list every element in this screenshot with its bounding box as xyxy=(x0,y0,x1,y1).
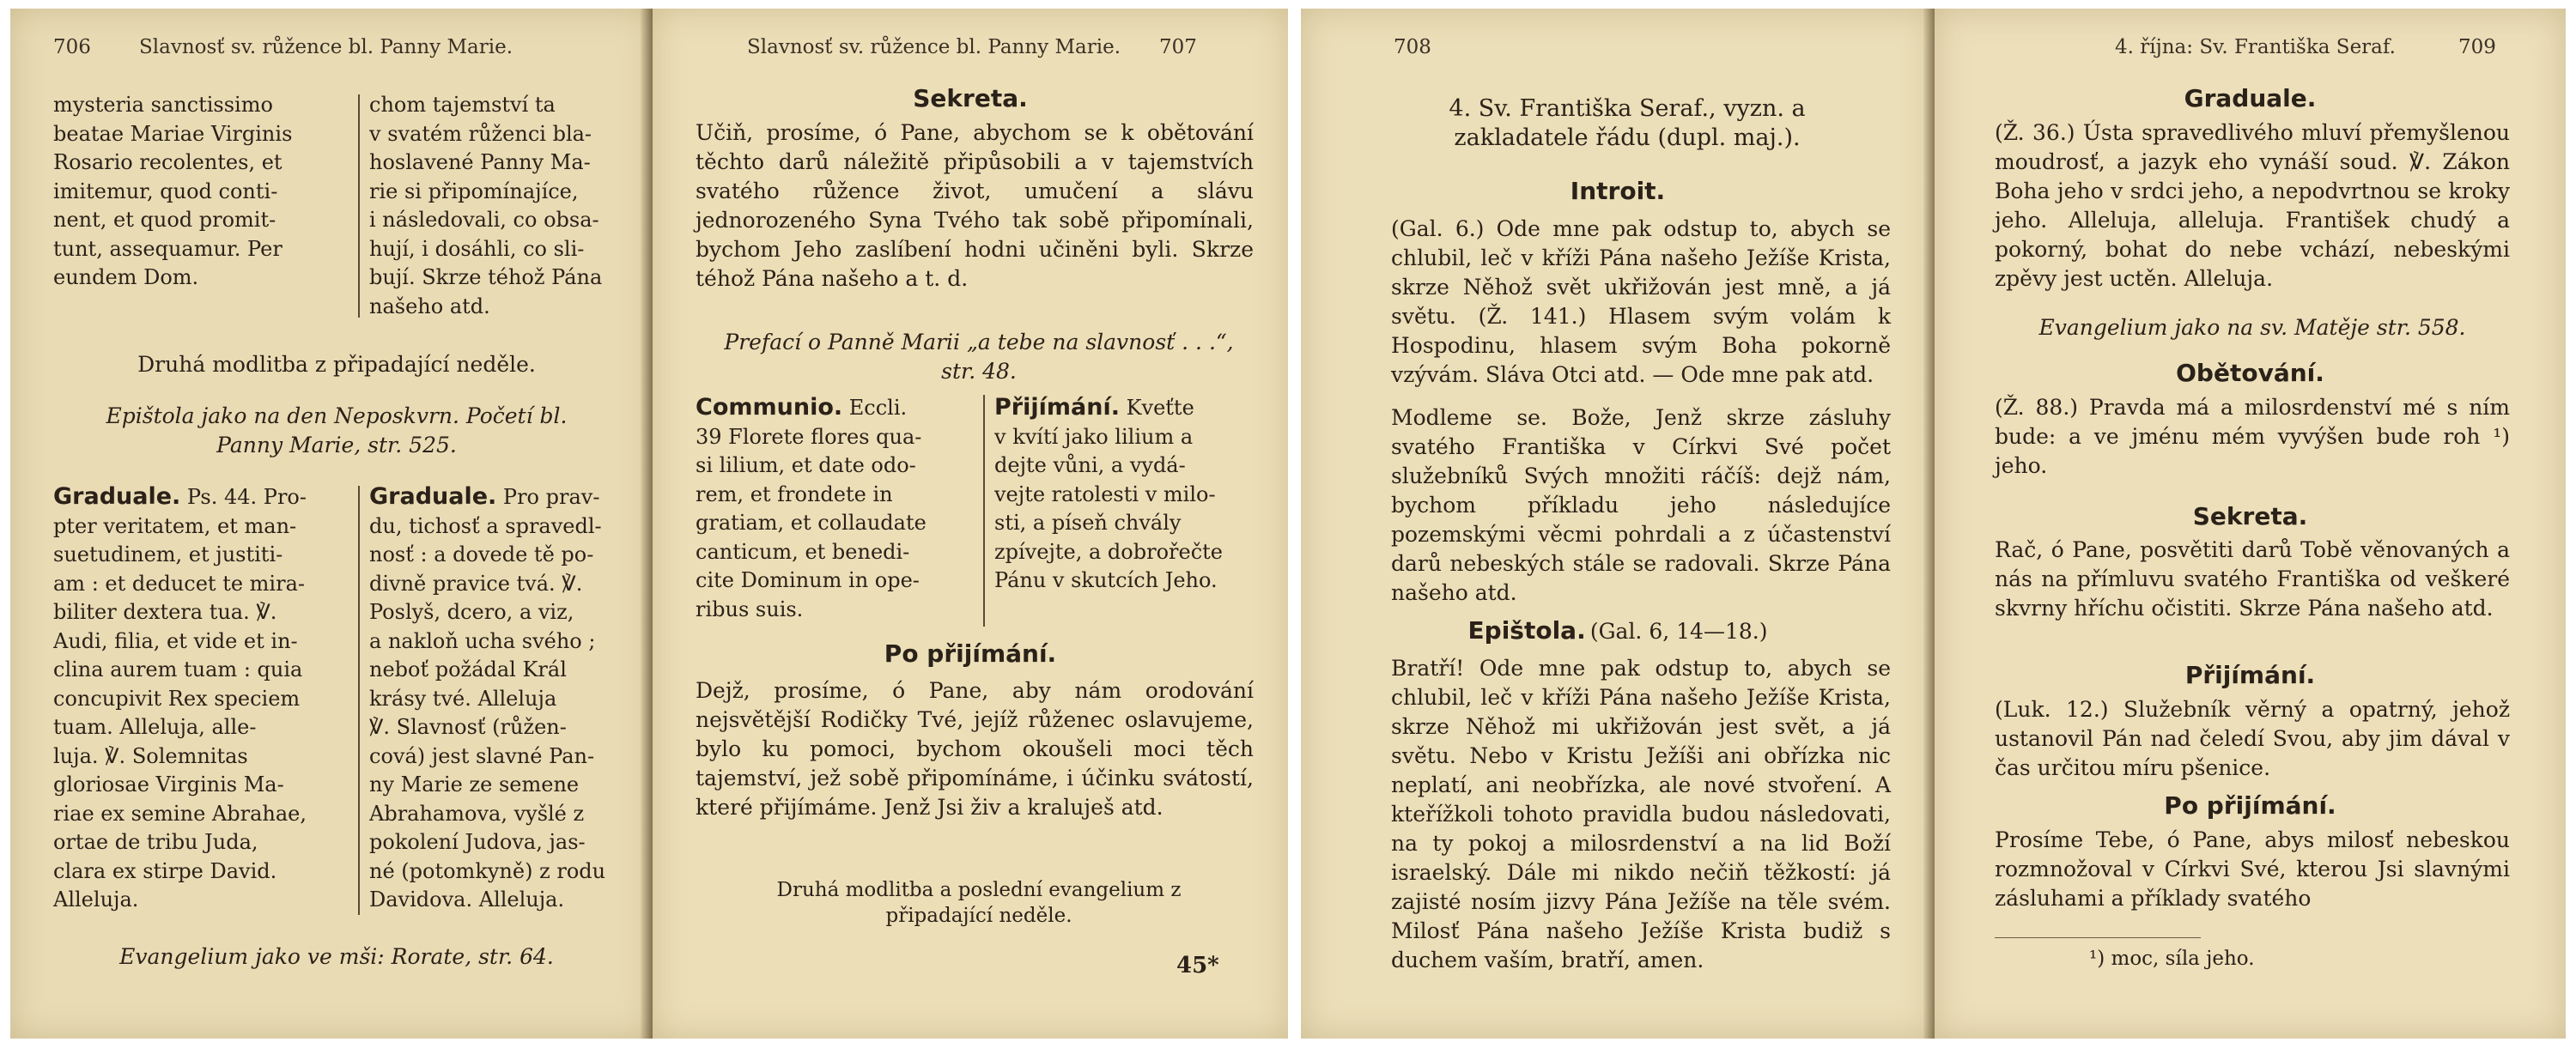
text-line: nosť : a dovede tě po- xyxy=(369,542,594,566)
prijimani-heading: Přijímání. xyxy=(2184,661,2316,689)
text-line: Ps. 44. Pro- xyxy=(180,485,307,509)
communio-latin xyxy=(696,393,979,624)
text-line: i následovali, co obsa- xyxy=(369,208,599,232)
text-line: divně pravice tvá. ℣. xyxy=(369,571,583,596)
text-line: ny Marie ze semene xyxy=(369,772,580,797)
preface-note: Prefací o Panně Marii „a tebe na slavnosť . . .“, str. 48. xyxy=(724,330,1234,384)
page-708 xyxy=(1301,9,1935,1039)
text-line: mysteria sanctissimo xyxy=(53,93,273,117)
text-line: Pánu v skutcích Jeho. xyxy=(994,568,1218,592)
text-line: eundem Dom. xyxy=(53,265,199,289)
page-707 xyxy=(653,9,1288,1039)
text-line: Poslyš, dcero, a viz, xyxy=(369,600,574,624)
text-line: nent, et quod promit- xyxy=(53,208,276,232)
column-divider xyxy=(358,486,360,915)
text-line: du, tichosť a spravedl- xyxy=(369,513,602,538)
text-line: imitemur, quod conti- xyxy=(53,179,278,203)
text-line: vejte ratolesti v milo- xyxy=(994,482,1216,506)
text-line: sti, a píseň chvály xyxy=(994,511,1182,535)
text-line: bují. Skrze téhož Pána xyxy=(369,265,603,289)
gospel-reference: Evangelium jako na sv. Matěje str. 558. xyxy=(2038,315,2466,340)
czech-column xyxy=(369,91,627,321)
graduale-heading: Graduale. xyxy=(53,483,181,510)
text-line: biliter dextera tua. ℣. xyxy=(53,600,277,624)
text-line: suetudinem, et justiti- xyxy=(53,542,283,566)
text-line: dejte vůni, a vydá- xyxy=(994,453,1186,477)
text-line: chom tajemství ta xyxy=(369,93,556,117)
text-line: pokolení Judova, jas- xyxy=(369,830,586,854)
text-line: tunt, assequamur. Per xyxy=(53,236,283,261)
prijimani-text: (Luk. 12.) Služebník věrný a opatrný, jehož ustanovil Pán nad čeledí Svou, aby jim dával v čas určitou míru pšenice. xyxy=(1995,697,2510,780)
column-divider xyxy=(983,395,985,627)
text-line: concupivit Rex speciem xyxy=(53,686,301,711)
text-line: pter veritatem, et man- xyxy=(53,513,297,538)
text-line: am : et deducet te mira- xyxy=(53,571,305,596)
text-line: né (potomkyně) z rodu xyxy=(369,858,606,883)
po-prijimani-heading: Po přijímání. xyxy=(2164,791,2336,820)
graduale-heading: Graduale. xyxy=(369,483,497,510)
text-line: ortae de tribu Juda, xyxy=(53,830,258,854)
graduale-heading: Graduale. xyxy=(2184,84,2317,112)
introit-text: (Gal. 6.) Ode mne pak odstup to, abych se chlubil, leč v kříži Pána našeho Ježíše Krista, skrze Něhož svět ukřižován jest mně, a já světu. (Ž. 141.) Hlasem svým volám k Hospodinu, hlasem svým Boha pokorně vzývám. Sláva Otci atd. — Ode mne pak atd. xyxy=(1391,216,1891,387)
text-line: Eccli. xyxy=(842,396,908,420)
text-line: clina aurem tuam : quia xyxy=(53,657,303,682)
text-line: ribus suis. xyxy=(696,597,804,621)
footnote: ¹) moc, síla jeho. xyxy=(2089,948,2255,970)
text-line: tuam. Alleluja, alle- xyxy=(53,715,257,739)
introit-heading: Introit. xyxy=(1570,177,1666,205)
text-line: našeho atd. xyxy=(369,294,490,318)
oratio-text: Modleme se. Bože, Jenž skrze zásluhy svatého Františka v Církvi Své počet služebníků Svých množiti ráčíš: dejž nám, bychom příkladu jeho následujíce pozemskými věcmi pohrdali a z účastenství darů nebeských stále se radovali. Skrze Pána našeho atd. xyxy=(1391,405,1891,605)
epistola-heading-row xyxy=(1301,616,1935,645)
epistle-reference: Epištola jako na den Neposkvrn. Početí bl. Panny Marie, str. 525. xyxy=(106,403,568,457)
text-line: riae ex semine Abrahae, xyxy=(53,801,307,826)
epistola-heading: Epištola. xyxy=(1467,616,1586,645)
text-line: zpívejte, a dobrořečte xyxy=(994,539,1223,564)
running-title: Slavnosť sv. růžence bl. Panny Marie. xyxy=(747,36,1121,58)
text-line: hují, i dosáhli, co sli- xyxy=(369,236,585,261)
text-line: Kveťte xyxy=(1119,396,1194,420)
text-line: 39 Florete flores qua- xyxy=(696,424,922,449)
text-line: si lilium, et date odo- xyxy=(696,453,916,477)
obetovani-heading: Obětování. xyxy=(2176,359,2324,387)
epistola-text: Bratří! Ode mne pak odstup to, abych se chlubil, leč v kříži Pána našeho Ježíše Krista, skrze Něhož mi ukřižován jest svět, a já světu. Nebo v Kristu Ježíši ani obřízka nic neplatí, ani neobřízka, ale nové stvoření. A kteřížkoli tohoto pravidla budou následovati, na ty pokoj a milosrdenství a na lid Boží israelský. Dále mi nikdo nečiň těžkostí: já zajisté nosím jizvy Pána Ježíše na těle svém. Milosť Pána našeho Ježíše Krista budiž s duchem vaším, bratří, amen. xyxy=(1391,656,1891,972)
text-line: v kvítí jako lilium a xyxy=(994,424,1194,449)
text-line: clara ex stirpe David. xyxy=(53,858,277,883)
po-prijimani-heading: Po přijímání. xyxy=(884,639,1057,668)
po-prijimani-text: Prosíme Tebe, ó Pane, abys milosť nebeskou rozmnožoval v Církvi Své, kterou Jsi slavnými zásluhami a příklady svatého xyxy=(1995,827,2510,911)
page-number: 707 xyxy=(1159,36,1197,58)
graduale-czech xyxy=(369,482,627,915)
prijimani-czech xyxy=(994,393,1261,596)
text-line: canticum, et benedi- xyxy=(696,539,910,564)
text-line: hoslavené Panny Ma- xyxy=(369,150,591,174)
graduale-text: (Ž. 36.) Ústa spravedlivého mluví přemyšlenou moudrosť, a jazyk eho vynáší soud. ℣. Zákon Boha jeho v srdci jeho, a nepodvrtnou se kroky jeho. Alleluja, alleluja. František chudý a pokorný, bohat do nebe vchází, nebeskými zpěvy jest uctěn. Alleluja. xyxy=(1995,120,2510,291)
po-prijimani-text: Dejž, prosíme, ó Pane, aby nám orodování nejsvětější Rodičky Tvé, jejíž růženec oslavujeme, bylo ku pomoci, bychom okoušeli moci těch tajemství, jež sobě připomínáme, i účinku svátostí, které přijímáme. Jenž Jsi živ a kraluješ atd. xyxy=(696,678,1254,820)
text-line: v svatém růženci bla- xyxy=(369,121,592,146)
page-number: 706 xyxy=(53,36,91,58)
text-line: cová) jest slavné Pan- xyxy=(369,743,595,768)
sekreta-heading: Sekreta. xyxy=(2192,502,2308,530)
text-line: krásy tvé. Alleluja xyxy=(369,686,557,711)
text-line: rem, et frondete in xyxy=(696,482,893,506)
page-number: 708 xyxy=(1394,36,1431,58)
text-line: Davidova. Alleluja. xyxy=(369,887,565,912)
text-line: Alleluja. xyxy=(53,887,139,912)
text-line: neboť požádal Král xyxy=(369,657,567,682)
graduale-latin xyxy=(53,482,349,915)
sekreta-text: Učiň, prosíme, ó Pane, abychom se k obětování těchto darů náležitě připůsobili a v tajemstvích svatého růžence život, umučení a slávu jednorozeného Syna Tvého tak sobě připomínali, bychom Jeho zaslíbení hodni učiněni byli. Skrze téhož Pána našeho a t. d. xyxy=(696,120,1254,291)
feast-title: 4. Sv. Františka Seraf., vyzn. a zakladatele řádu (dupl. maj.). xyxy=(1449,95,1806,151)
text-line: Rosario recolentes, et xyxy=(53,150,283,174)
page-706 xyxy=(10,9,653,1039)
obetovani-text: (Ž. 88.) Pravda má a milosrdenství mé s ním bude: a ve jménu mém vyvýšen bude roh ¹) jeho. xyxy=(1995,395,2510,478)
latin-column xyxy=(53,91,349,293)
page-709 xyxy=(1935,9,2566,1039)
text-line: Pro prav- xyxy=(496,485,600,509)
gospel-reference: Evangelium jako ve mši: Rorate, str. 64. xyxy=(119,944,554,969)
sekreta-heading: Sekreta. xyxy=(913,84,1028,112)
text-line: ℣. Slavnosť (růžen- xyxy=(369,715,567,739)
column-divider xyxy=(358,94,360,318)
signature-mark: 45* xyxy=(1176,953,1219,978)
second-prayer-note: Druhá modlitba z připadající neděle. xyxy=(137,352,536,377)
text-line: Audi, filia, et vide et in- xyxy=(53,628,298,653)
running-title: 4. října: Sv. Františka Seraf. xyxy=(2115,36,2396,58)
epistola-reference: (Gal. 6, 14—18.) xyxy=(1589,619,1768,644)
second-prayer-note: Druhá modlitba a poslední evangelium z připadající neděle. xyxy=(776,879,1182,927)
text-line: gratiam, et collaudate xyxy=(696,511,927,535)
running-title: Slavnosť sv. růžence bl. Panny Marie. xyxy=(139,36,513,58)
page-number: 709 xyxy=(2458,36,2496,58)
text-line: luja. ℣. Solemnitas xyxy=(53,743,248,768)
text-line: cite Dominum in ope- xyxy=(696,568,920,592)
text-line: beatae Mariae Virginis xyxy=(53,121,293,146)
text-line: Abrahamova, vyšlé z xyxy=(369,801,585,826)
text-line: gloriosae Virginis Ma- xyxy=(53,772,284,797)
text-line: rie si připomínajíce, xyxy=(369,179,579,203)
communio-heading: Communio. xyxy=(696,394,843,421)
footnote-rule xyxy=(1995,937,2201,938)
prijimani-heading: Přijímání. xyxy=(994,394,1120,421)
sekreta-text: Rač, ó Pane, posvětiti darů Tobě věnovaných a nás na přímluvu svatého Františka od veškeré skvrny hříchu očistiti. Skrze Pána našeho atd. xyxy=(1995,537,2510,621)
text-line: a nakloň ucha svého ; xyxy=(369,628,596,653)
